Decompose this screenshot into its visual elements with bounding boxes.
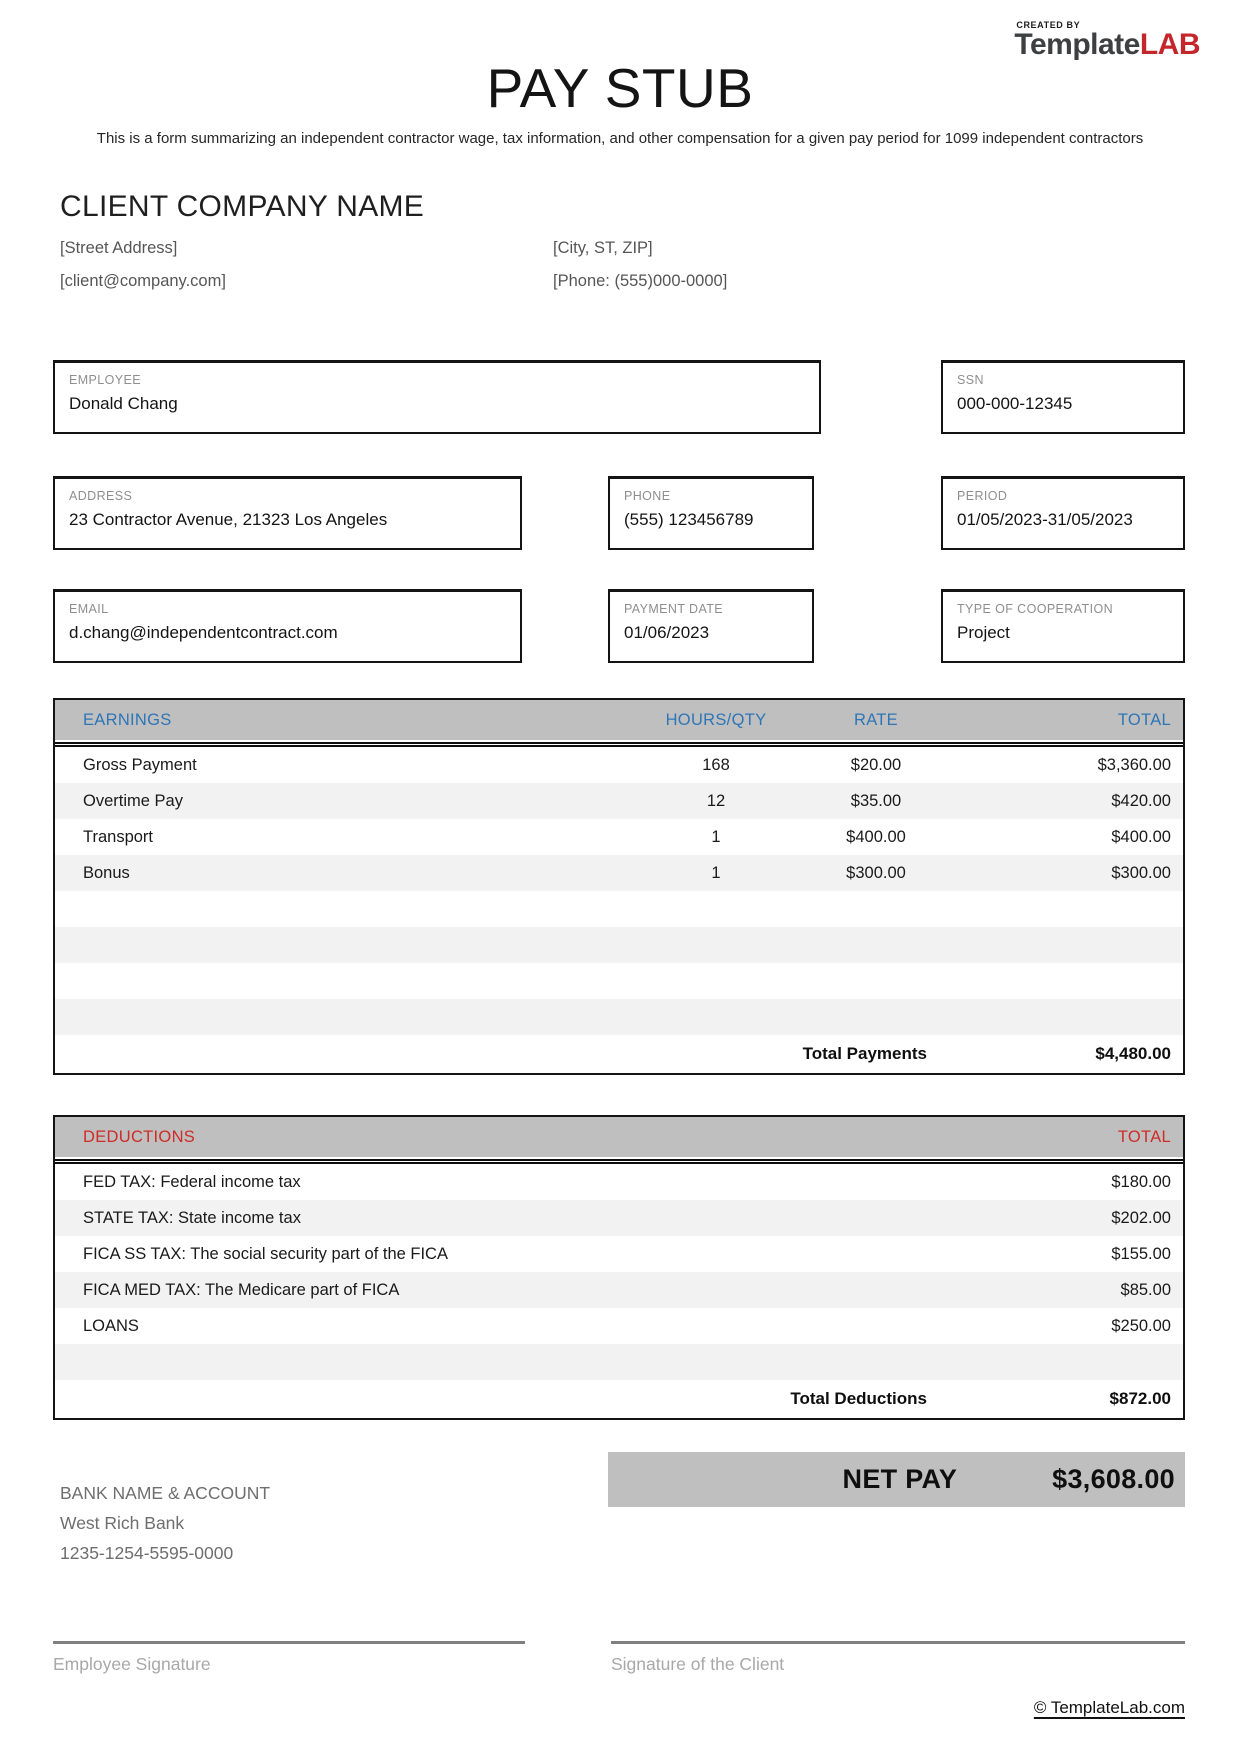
earning-name: Transport [83,827,153,846]
total-deductions-row [55,1380,1183,1418]
client-company-section [60,190,1185,291]
phone-value: (555) 123456789 [624,510,754,529]
payment-date-value: 01/06/2023 [624,623,710,642]
employee-signature-line [53,1641,525,1644]
deduction-total: $250.00 [1111,1316,1171,1335]
table-row [55,963,1183,999]
created-by-label: CREATED BY [1016,20,1081,30]
address-value: 23 Contractor Avenue, 21323 Los Angeles [69,510,388,529]
page-subtitle: This is a form summarizing an independent contractor wage, tax information, and other compensation for a given pay period for 1099 independent contractors [96,130,1144,147]
client-phone: [Phone: (555)000-0000] [553,272,728,290]
deduction-total: $180.00 [1111,1172,1171,1191]
deduction-name: STATE TAX: State income tax [83,1208,301,1227]
total-deductions-value: $872.00 [1109,1389,1171,1408]
bank-name: West Rich Bank [60,1513,185,1533]
phone-label: PHONE [624,489,671,503]
address-label: ADDRESS [69,489,133,503]
table-row [55,1272,1183,1308]
payment-date-label: PAYMENT DATE [624,602,724,616]
earnings-table [53,698,1185,1075]
deduction-total: $155.00 [1111,1244,1171,1263]
total-deductions-label: Total Deductions [790,1389,927,1408]
earning-name: Overtime Pay [83,791,183,810]
deductions-header-row [55,1117,1183,1157]
table-row [55,999,1183,1035]
earning-qty: 1 [711,827,721,846]
table-row [55,927,1183,963]
earning-rate: $400.00 [846,827,906,846]
header-divider [55,740,1183,747]
earning-total: $3,360.00 [1097,755,1171,774]
bank-section [60,1478,270,1568]
payment-date-field [608,589,814,663]
table-row [55,1344,1183,1380]
net-pay-banner [608,1452,1185,1507]
deductions-header-name: DEDUCTIONS [83,1127,196,1146]
earning-qty: 1 [711,863,721,882]
earning-rate: $300.00 [846,863,906,882]
table-row [55,891,1183,927]
deduction-total: $85.00 [1120,1280,1171,1299]
earning-qty: 12 [706,791,726,810]
earning-rate: $35.00 [850,791,902,810]
earning-name: Bonus [83,863,130,882]
employee-field [53,360,821,434]
wordmark-template: Template [1014,28,1140,61]
client-contact-grid [60,239,1185,291]
bank-label: BANK NAME & ACCOUNT [60,1483,271,1503]
earning-total: $400.00 [1111,827,1171,846]
cooperation-value: Project [957,623,1010,642]
page-title: PAY STUB [486,57,754,119]
client-signature-block [611,1641,1185,1675]
wordmark-lab: LAB [1139,28,1200,61]
deduction-total: $202.00 [1111,1208,1171,1227]
table-row [55,783,1183,819]
net-pay-value: $3,608.00 [1052,1464,1175,1494]
deduction-name: FICA SS TAX: The social security part of the FICA [83,1244,448,1263]
earning-qty: 168 [702,755,730,774]
employee-value: Donald Chang [69,394,178,413]
table-row [55,1200,1183,1236]
earnings-header-total: TOTAL [1117,710,1171,729]
earning-total: $420.00 [1111,791,1171,810]
address-field [53,476,522,550]
deductions-body [55,1164,1183,1380]
employee-label: EMPLOYEE [69,373,141,387]
employee-signature-label: Employee Signature [53,1654,211,1674]
total-payments-label: Total Payments [802,1044,927,1063]
client-email: [client@company.com] [60,272,226,290]
period-label: PERIOD [957,489,1008,503]
templatelab-logo [1014,20,1200,60]
client-street: [Street Address] [60,239,178,257]
table-row [55,855,1183,891]
client-signature-label: Signature of the Client [611,1654,785,1674]
earnings-body [55,747,1183,1035]
employee-signature-block [53,1641,525,1675]
total-payments-value: $4,480.00 [1095,1044,1171,1063]
client-company-name: CLIENT COMPANY NAME [60,190,425,223]
earnings-header-name: EARNINGS [83,710,172,729]
table-row [55,747,1183,783]
client-signature-line [611,1641,1185,1644]
deductions-header-total: TOTAL [1117,1127,1171,1146]
phone-field [608,476,814,550]
templatelab-footer-link[interactable]: © TemplateLab.com [1033,1698,1185,1717]
deduction-name: LOANS [83,1316,139,1335]
bank-account-number: 1235-1254-5595-0000 [60,1543,234,1563]
ssn-value: 000-000-12345 [957,394,1073,413]
earnings-header-rate: RATE [854,710,898,729]
total-payments-row [55,1035,1183,1073]
table-row [55,1164,1183,1200]
cooperation-field [941,589,1185,663]
table-row [55,1308,1183,1344]
table-row [55,1236,1183,1272]
net-pay-label: NET PAY [842,1464,958,1494]
ssn-label: SSN [957,373,984,387]
cooperation-label: TYPE OF COOPERATION [957,602,1113,616]
header-divider [55,1157,1183,1164]
deductions-table [53,1115,1185,1420]
period-value: 01/05/2023-31/05/2023 [957,510,1133,529]
earning-total: $300.00 [1111,863,1171,882]
period-field [941,476,1185,550]
deduction-name: FED TAX: Federal income tax [83,1172,301,1191]
earning-rate: $20.00 [850,755,902,774]
email-field [53,589,522,663]
earnings-header-qty: HOURS/QTY [665,710,767,729]
ssn-field [941,360,1185,434]
earning-name: Gross Payment [83,755,197,774]
client-city: [City, ST, ZIP] [553,239,653,257]
email-value: d.chang@independentcontract.com [69,623,338,642]
table-row [55,819,1183,855]
deduction-name: FICA MED TAX: The Medicare part of FICA [83,1280,400,1299]
email-label: EMAIL [69,602,109,616]
earnings-header-row [55,700,1183,740]
